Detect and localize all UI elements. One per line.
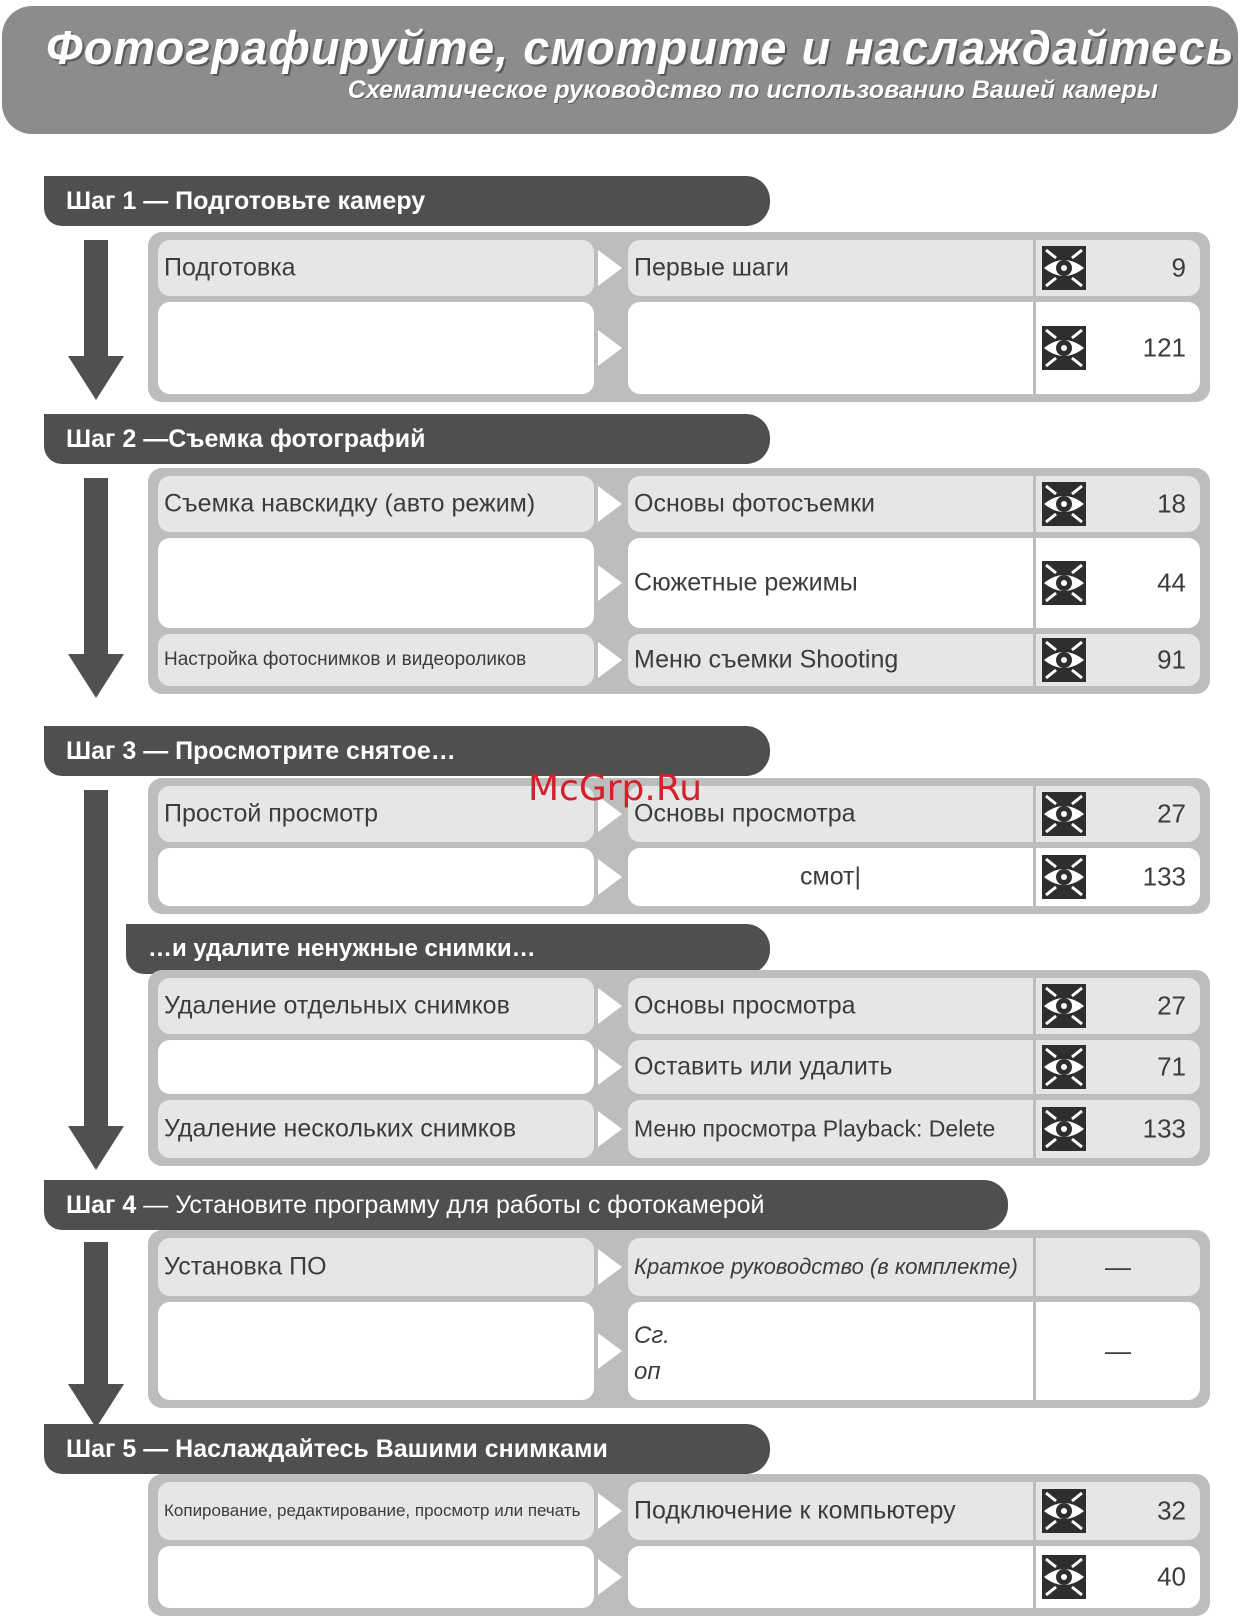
- step-2-down-arrow-icon: [68, 654, 124, 698]
- page-ref-cell[interactable]: [1036, 240, 1200, 296]
- section-label: Меню просмотра Playback: Delete: [634, 1115, 996, 1142]
- page-title: Фотографируйте, смотрите и наслаждайтесь: [46, 21, 1235, 74]
- section-label-line-1: Сг.: [634, 1322, 670, 1349]
- task-label: Настройка фотоснимков и видеороликов: [164, 649, 527, 670]
- eye-icon: [1042, 1555, 1086, 1599]
- page-ref-cell[interactable]: [1036, 848, 1200, 906]
- row-arrow-icon: [598, 988, 622, 1024]
- page-number: —: [1105, 1251, 1131, 1282]
- table-row: [148, 1040, 1210, 1094]
- step-2-block: [148, 468, 1210, 694]
- step-1-down-arrow-icon: [68, 356, 124, 400]
- watermark: McGrp.Ru: [528, 768, 703, 809]
- task-cell: [158, 978, 594, 1034]
- section-label: Подключение к компьютеру: [634, 1496, 956, 1525]
- eye-icon: [1042, 638, 1086, 682]
- step-2-label: Шаг 2 —Съемка фотографий: [66, 425, 426, 453]
- step-4-down-arrow-icon: [68, 1384, 124, 1428]
- row-arrow-icon: [598, 486, 622, 522]
- page-number: 44: [1157, 567, 1186, 598]
- section-cell[interactable]: [628, 1302, 1033, 1400]
- page-ref-cell[interactable]: [1036, 1238, 1200, 1296]
- page-subtitle: Схематическое руководство по использованию Вашей камеры: [347, 76, 1158, 104]
- section-label: Краткое руководство (в комплекте): [634, 1254, 1018, 1279]
- section-label: смот|: [800, 862, 861, 891]
- page-number: 121: [1142, 332, 1186, 363]
- row-arrow-icon: [598, 330, 622, 366]
- step-3-down-arrow-icon: [68, 1126, 124, 1170]
- section-cell[interactable]: [628, 634, 1033, 686]
- section-cell[interactable]: [628, 302, 1033, 394]
- section-label: Сюжетные режимы: [634, 568, 858, 597]
- task-cell: [158, 1040, 594, 1094]
- step-5-label: Шаг 5 — Наслаждайтесь Вашими снимками: [66, 1435, 608, 1463]
- step-5-block: [148, 1474, 1210, 1616]
- row-arrow-icon: [598, 565, 622, 601]
- step-2-arrow-shaft: [84, 478, 108, 658]
- eye-icon: [1042, 1489, 1086, 1533]
- table-row: [148, 634, 1210, 686]
- section-cell[interactable]: [628, 1238, 1033, 1296]
- section-label: Оставить или удалить: [634, 1052, 893, 1081]
- section-label: Меню съемки Shooting: [634, 645, 899, 674]
- eye-icon: [1042, 561, 1086, 605]
- step-1-block: [148, 232, 1210, 402]
- page-number: 71: [1157, 1051, 1186, 1082]
- page-ref-cell[interactable]: [1036, 302, 1200, 394]
- page-number: 27: [1157, 990, 1186, 1021]
- task-cell: [158, 1238, 594, 1296]
- task-cell: [158, 240, 594, 296]
- step-1-label: Шаг 1 — Подготовьте камеру: [66, 187, 426, 215]
- table-row: [148, 476, 1210, 532]
- page-header: [2, 6, 1238, 134]
- table-row: [148, 538, 1210, 628]
- task-cell: [158, 476, 594, 532]
- section-cell[interactable]: [628, 1546, 1033, 1608]
- page-number: 40: [1157, 1561, 1186, 1592]
- step-1-arrow-shaft: [84, 240, 108, 360]
- page-ref-cell[interactable]: [1036, 1546, 1200, 1608]
- page-ref-cell[interactable]: [1036, 1482, 1200, 1540]
- step-5-header: [44, 1424, 770, 1474]
- page-ref-cell[interactable]: [1036, 1040, 1200, 1094]
- section-cell[interactable]: [628, 848, 1033, 906]
- page-ref-cell[interactable]: [1036, 1302, 1200, 1400]
- table-row: [148, 302, 1210, 394]
- page-ref-cell[interactable]: [1036, 786, 1200, 842]
- step-1-header: [44, 176, 770, 226]
- task-cell: [158, 1482, 594, 1540]
- page-number: 27: [1157, 798, 1186, 829]
- section-label-line-2: оп: [634, 1358, 661, 1385]
- delete-substep-header: [126, 924, 770, 974]
- delete-block: [148, 970, 1210, 1166]
- step-4-block: [148, 1230, 1210, 1408]
- table-row: [148, 1302, 1210, 1400]
- page-number: —: [1105, 1335, 1131, 1366]
- page-number: 9: [1171, 252, 1186, 283]
- row-arrow-icon: [598, 642, 622, 678]
- step-2-header: [44, 414, 770, 464]
- step-4-label-bold: Шаг 4: [66, 1191, 137, 1219]
- page-number: 133: [1142, 1113, 1186, 1144]
- row-arrow-icon: [598, 1111, 622, 1147]
- page-ref-cell[interactable]: [1036, 1100, 1200, 1158]
- task-cell: [158, 1546, 594, 1608]
- step-4-arrow-shaft: [84, 1242, 108, 1388]
- section-label: Основы просмотра: [634, 799, 856, 828]
- page-number: 18: [1157, 488, 1186, 519]
- row-arrow-icon: [598, 859, 622, 895]
- table-row: [148, 978, 1210, 1034]
- table-row: [148, 1482, 1210, 1540]
- task-cell: [158, 1100, 594, 1158]
- row-arrow-icon: [598, 1049, 622, 1085]
- row-arrow-icon: [598, 1249, 622, 1285]
- step-3-arrow-shaft: [84, 790, 108, 1130]
- task-label: Установка ПО: [164, 1252, 327, 1281]
- table-row: [148, 240, 1210, 296]
- section-cell[interactable]: [628, 240, 1033, 296]
- row-arrow-icon: [598, 1559, 622, 1595]
- task-cell: [158, 634, 594, 686]
- row-arrow-icon: [598, 1493, 622, 1529]
- step-4-header: [44, 1180, 1008, 1230]
- eye-icon: [1042, 792, 1086, 836]
- table-row: [148, 1238, 1210, 1296]
- section-label: Первые шаги: [634, 253, 789, 282]
- eye-icon: [1042, 326, 1086, 370]
- task-label: Удаление отдельных снимков: [164, 991, 510, 1020]
- section-cell[interactable]: [628, 476, 1033, 532]
- page-ref-cell[interactable]: [1036, 538, 1200, 628]
- task-label: Удаление нескольких снимков: [164, 1114, 517, 1143]
- page-ref-cell[interactable]: [1036, 634, 1200, 686]
- row-arrow-icon: [598, 1333, 622, 1369]
- section-label: Основы фотосъемки: [634, 489, 875, 518]
- task-cell: [158, 848, 594, 906]
- task-label: Подготовка: [164, 253, 296, 282]
- task-cell: [158, 538, 594, 628]
- delete-substep-label: …и удалите ненужные снимки…: [148, 935, 536, 962]
- step-3-label: Шаг 3 — Просмотрите снятое…: [66, 737, 456, 765]
- section-cell[interactable]: [628, 1100, 1033, 1158]
- table-row: [148, 1100, 1210, 1158]
- page-number: 32: [1157, 1495, 1186, 1526]
- eye-icon: [1042, 246, 1086, 290]
- row-arrow-icon: [598, 250, 622, 286]
- eye-icon: [1042, 855, 1086, 899]
- step-4-label: — Установите программу для работы с фотокамерой: [136, 1191, 765, 1219]
- task-cell: [158, 302, 594, 394]
- section-cell[interactable]: [628, 978, 1033, 1034]
- page-number: 133: [1142, 861, 1186, 892]
- table-row: [148, 1546, 1210, 1608]
- task-label: Копирование, редактирование, просмотр или печать: [164, 1501, 581, 1520]
- eye-icon: [1042, 482, 1086, 526]
- page-ref-cell[interactable]: [1036, 476, 1200, 532]
- table-row: [148, 848, 1210, 906]
- task-label: Простой просмотр: [164, 799, 379, 828]
- section-label: Основы просмотра: [634, 991, 856, 1020]
- eye-icon: [1042, 1045, 1086, 1089]
- page-number: 91: [1157, 644, 1186, 675]
- task-label: Съемка навскидку (авто режим): [164, 489, 536, 518]
- section-cell[interactable]: [628, 1040, 1033, 1094]
- task-cell: [158, 1302, 594, 1400]
- section-cell[interactable]: [628, 538, 1033, 628]
- section-cell[interactable]: [628, 1482, 1033, 1540]
- eye-icon: [1042, 1107, 1086, 1151]
- page-ref-cell[interactable]: [1036, 978, 1200, 1034]
- eye-icon: [1042, 984, 1086, 1028]
